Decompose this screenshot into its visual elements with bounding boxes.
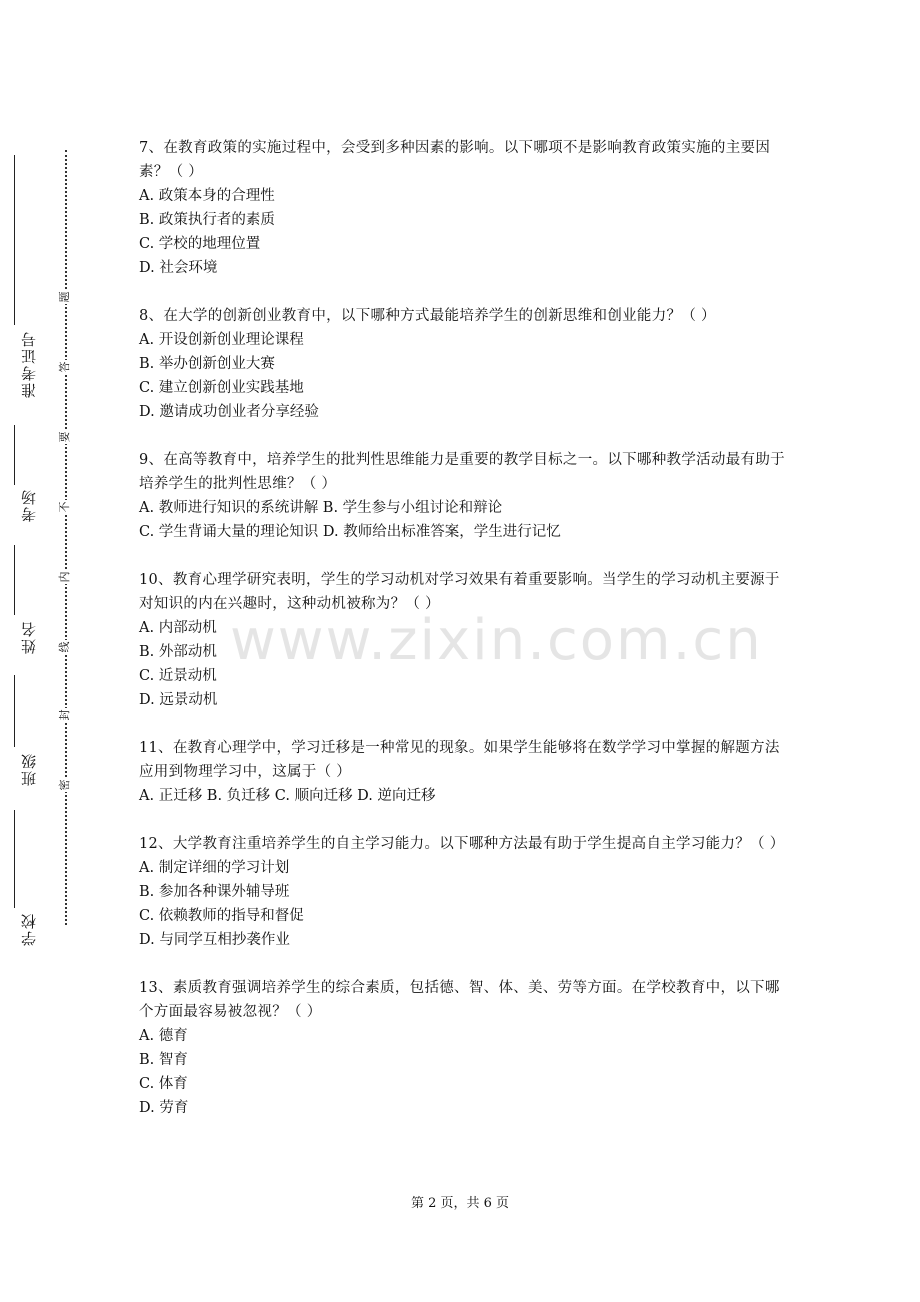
seal-dotted-line xyxy=(65,150,67,925)
question-7 xyxy=(139,136,789,280)
seal-char: 要 xyxy=(58,431,71,443)
option-c: C. 体育 xyxy=(139,1076,188,1092)
seal-char: 密 xyxy=(58,779,71,791)
option-a: A. 德育 xyxy=(139,1028,188,1044)
question-9 xyxy=(139,448,789,544)
seal-char: 题 xyxy=(58,291,71,303)
option-d: D. 与同学互相抄袭作业 xyxy=(139,932,290,948)
question-text: 8、在大学的创新创业教育中，以下哪种方式最能培养学生的创新思维和创业能力？（ ） xyxy=(139,308,716,324)
option-c: C. 学校的地理位置 xyxy=(139,236,261,252)
option-b: B. 智育 xyxy=(139,1052,188,1068)
option-d: D. 邀请成功创业者分享经验 xyxy=(139,404,319,420)
question-text: 12、大学教育注重培养学生的自主学习能力。以下哪种方法最有助于学生提高自主学习能力？（ ） xyxy=(139,836,785,852)
question-8 xyxy=(139,304,789,424)
seal-char: 线 xyxy=(58,641,71,653)
question-12 xyxy=(139,832,789,952)
question-text: 10、教育心理学研究表明，学生的学习动机对学习效果有着重要影响。当学生的学习动机主要源于对知识的内在兴趣时，这种动机被称为？（ ） xyxy=(139,572,780,612)
binding-margin xyxy=(0,0,100,1302)
seal-char: 封 xyxy=(58,709,71,721)
question-text: 9、在高等教育中，培养学生的批判性思维能力是重要的教学目标之一。以下哪种教学活动最有助于培养学生的批判性思维？（ ） xyxy=(139,452,785,492)
name-label: 姓名 xyxy=(20,620,38,654)
exam-room-label: 考场 xyxy=(20,488,38,522)
name-underline xyxy=(14,545,15,615)
class-field xyxy=(18,752,46,802)
seal-char: 答 xyxy=(58,361,71,373)
exam-id-field xyxy=(18,330,46,420)
exam-id-label: 准考证号 xyxy=(20,330,38,398)
question-10 xyxy=(139,568,789,712)
question-11 xyxy=(139,736,789,808)
question-text: 11、在教育心理学中，学习迁移是一种常见的现象。如果学生能够将在数学学习中掌握的解题方法应用到物理学习中，这属于（ ） xyxy=(139,740,780,780)
options-ab: A. 教师进行知识的系统讲解 B. 学生参与小组讨论和辩论 xyxy=(139,500,503,516)
option-b: B. 参加各种课外辅导班 xyxy=(139,884,290,900)
option-d: D. 社会环境 xyxy=(139,260,218,276)
page-footer: 第 2 页，共 6 页 xyxy=(410,1196,510,1211)
seal-char: 不 xyxy=(58,501,71,513)
option-a: A. 开设创新创业理论课程 xyxy=(139,332,304,348)
option-c: C. 依赖教师的指导和督促 xyxy=(139,908,304,924)
watermark: www.zixin.com.cn xyxy=(230,608,763,673)
question-text: 7、在教育政策的实施过程中，会受到多种因素的影响。以下哪项不是影响教育政策实施的主要因素？（ ） xyxy=(139,140,771,180)
school-underline xyxy=(14,810,15,908)
option-c: C. 近景动机 xyxy=(139,668,217,684)
question-list xyxy=(139,136,789,1144)
option-a: A. 内部动机 xyxy=(139,620,217,636)
school-label: 学校 xyxy=(20,912,38,946)
class-underline xyxy=(14,675,15,747)
options-abcd: A. 正迁移 B. 负迁移 C. 顺向迁移 D. 逆向迁移 xyxy=(139,788,436,804)
exam-room-underline xyxy=(14,425,15,485)
school-field xyxy=(18,912,46,962)
option-b: B. 举办创新创业大赛 xyxy=(139,356,275,372)
options-cd: C. 学生背诵大量的理论知识 D. 教师给出标准答案，学生进行记忆 xyxy=(139,524,561,540)
question-13 xyxy=(139,976,789,1120)
option-b: B. 外部动机 xyxy=(139,644,217,660)
class-label: 班级 xyxy=(20,752,38,786)
exam-id-underline xyxy=(14,155,15,325)
option-d: D. 远景动机 xyxy=(139,692,218,708)
name-field xyxy=(18,620,46,670)
option-a: A. 政策本身的合理性 xyxy=(139,188,275,204)
option-a: A. 制定详细的学习计划 xyxy=(139,860,290,876)
seal-char: 内 xyxy=(58,571,71,583)
option-c: C. 建立创新创业实践基地 xyxy=(139,380,304,396)
exam-room-field xyxy=(18,488,46,538)
option-b: B. 政策执行者的素质 xyxy=(139,212,275,228)
option-d: D. 劳育 xyxy=(139,1100,189,1116)
question-text: 13、素质教育强调培养学生的综合素质，包括德、智、体、美、劳等方面。在学校教育中，以下哪个方面最容易被忽视？（ ） xyxy=(139,980,780,1020)
